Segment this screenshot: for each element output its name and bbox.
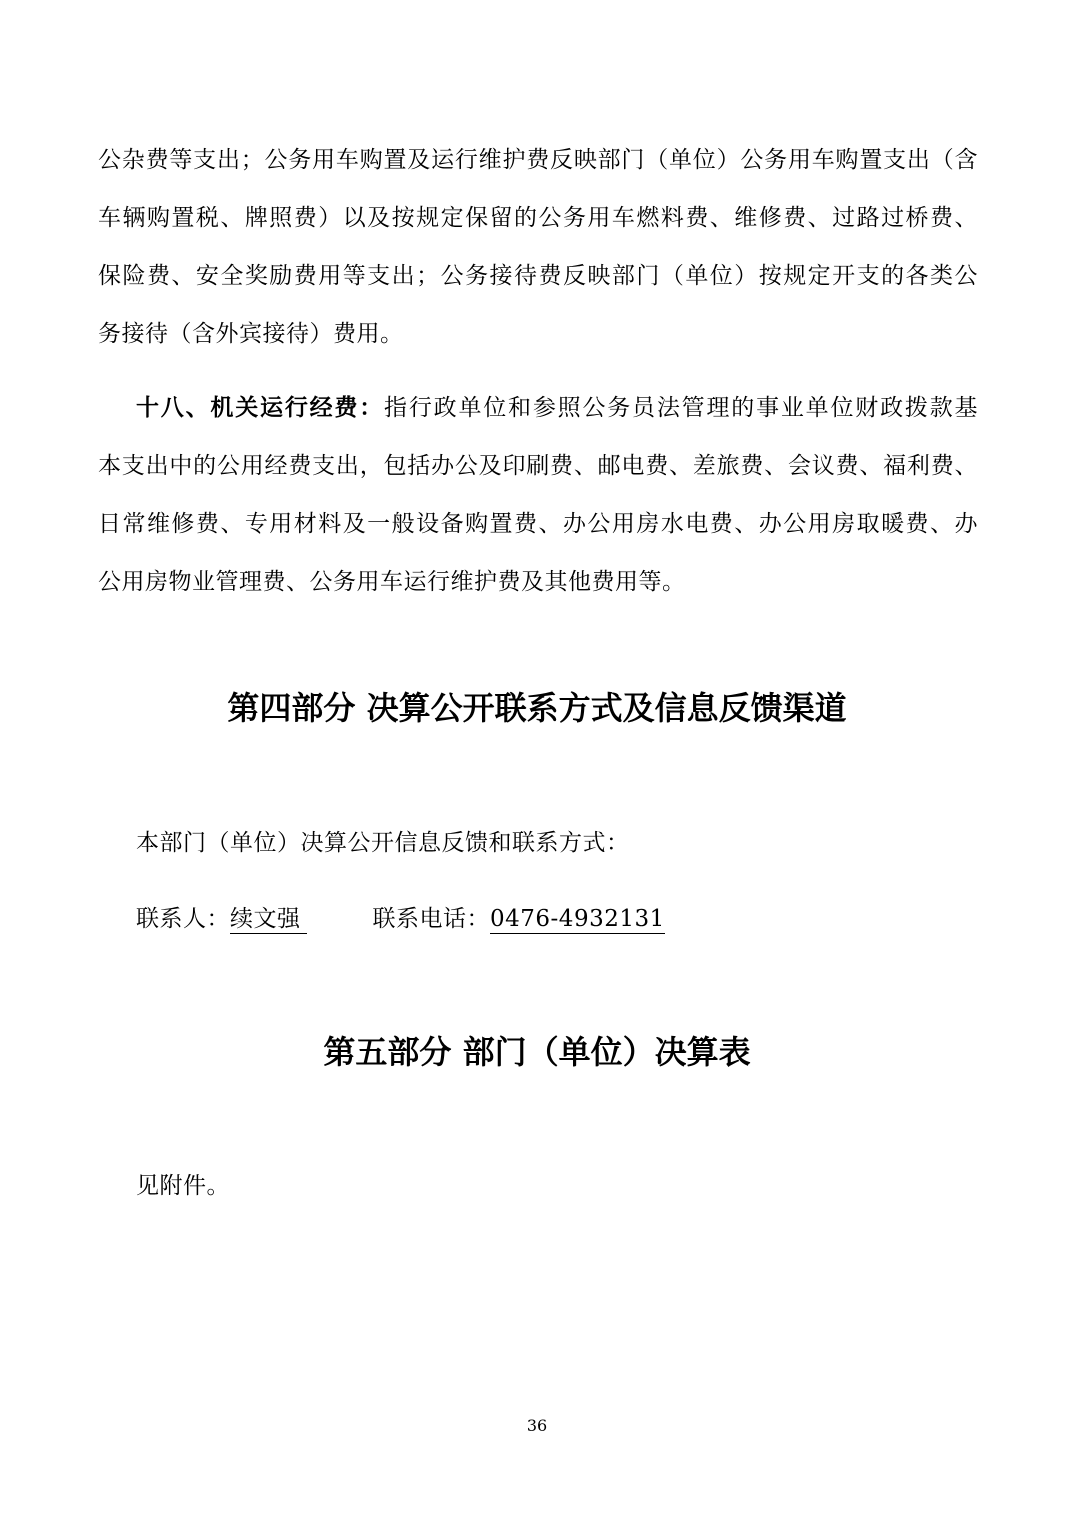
attachment-note: 见附件。 bbox=[136, 1173, 230, 1199]
paragraph-line: 公杂费等支出；公务用车购置及运行维护费反映部门（单位）公务用车购置支出（含 bbox=[98, 147, 978, 173]
item-18-term: 十八、机关运行经费： bbox=[136, 394, 385, 421]
contact-intro: 本部门（单位）决算公开信息反馈和联系方式： bbox=[136, 830, 630, 856]
contact-phone-label: 联系电话： bbox=[372, 906, 490, 932]
section-5-heading: 第五部分 部门（单位）决算表 bbox=[323, 1033, 751, 1071]
contact-phone-value: 0476-4932131 bbox=[490, 906, 665, 932]
paragraph-line: 本支出中的公用经费支出，包括办公及印刷费、邮电费、差旅费、会议费、福利费、 bbox=[98, 453, 978, 479]
paragraph-line: 保险费、安全奖励费用等支出；公务接待费反映部门（单位）按规定开支的各类公 bbox=[98, 263, 978, 289]
contact-person-label: 联系人： bbox=[136, 906, 230, 932]
contact-person-value: 续文强 bbox=[230, 906, 307, 934]
paragraph-line: 务接待（含外宾接待）费用。 bbox=[98, 321, 404, 347]
paragraph-line: 车辆购置税、牌照费）以及按规定保留的公务用车燃料费、维修费、过路过桥费、 bbox=[98, 205, 978, 231]
page-number: 36 bbox=[526, 1416, 548, 1435]
section-4-heading: 第四部分 决算公开联系方式及信息反馈渠道 bbox=[227, 689, 847, 727]
contact-row bbox=[136, 904, 665, 934]
item-18-first-line bbox=[136, 393, 978, 423]
paragraph-line: 公用房物业管理费、公务用车运行维护费及其他费用等。 bbox=[98, 569, 686, 595]
paragraph-line: 日常维修费、专用材料及一般设备购置费、办公用房水电费、办公用房取暖费、办 bbox=[98, 511, 978, 537]
item-18-definition-start: 指行政单位和参照公务员法管理的事业单位财政拨款基 bbox=[384, 395, 979, 421]
